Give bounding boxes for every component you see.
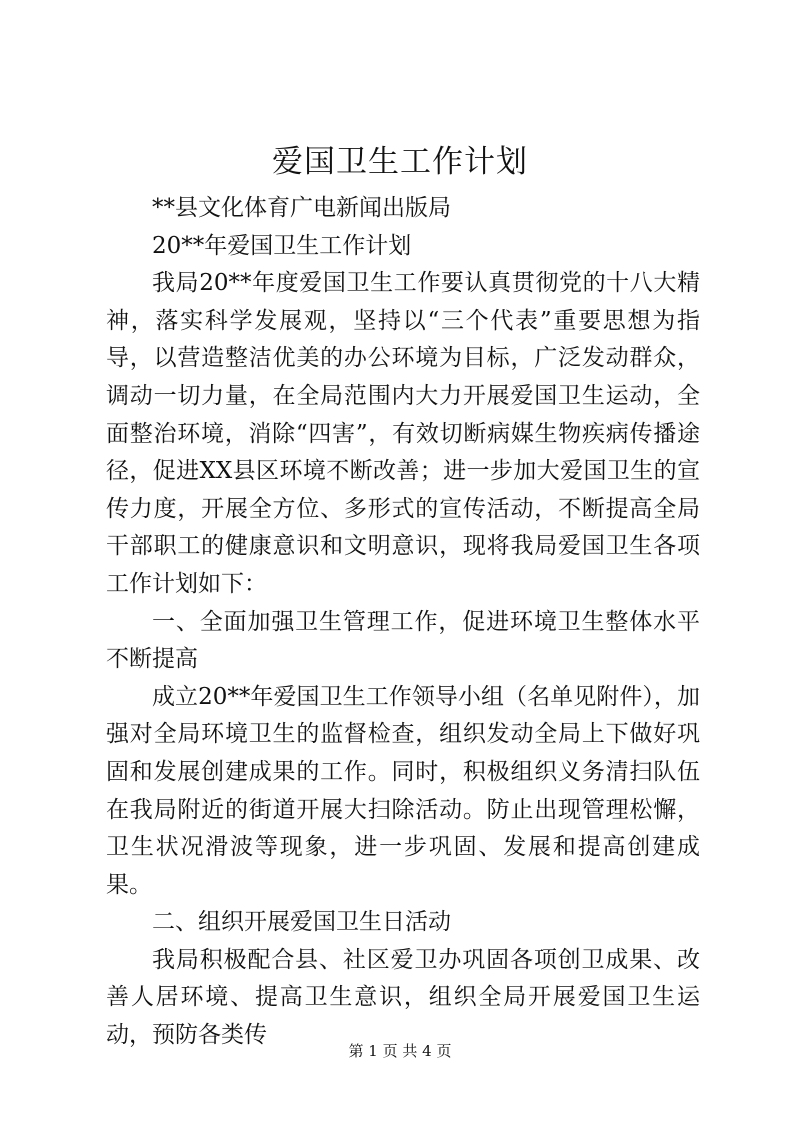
- section-1-paragraph: 成立20**年爱国卫生工作领导小组（名单见附件），加强对全局环境卫生的监督检查，组织发动全局上下做好巩固和发展创建成果的工作。同时，积极组织义务清扫队伍在我局附近的街道开展大扫除活动。防止出现管理松懈，卫生状况滑波等现象，进一步巩固、发展和提高创建成果。: [106, 683, 700, 898]
- section-heading-1: 一、全面加强卫生管理工作，促进环境卫生整体水平不断提高: [106, 608, 700, 673]
- issuer-line: **县文化体育广电新闻出版局: [152, 195, 451, 221]
- intro-paragraph: 我局20**年度爱国卫生工作要认真贯彻党的十八大精神，落实科学发展观，坚持以“三个代表”重要思想为指导，以营造整洁优美的办公环境为目标，广泛发动群众，调动一切力量，在全局范围内大力开展爱国卫生运动，全面整治环境，消除“四害”，有效切断病媒生物疾病传播途径，促进XX县区环境不断改善；进一步加大爱国卫生的宣传力度，开展全方位、多形式的宣传活动，不断提高全局干部职工的健康意识和文明意识，现将我局爱国卫生各项工作计划如下：: [106, 270, 700, 597]
- section-heading-2: 二、组织开展爱国卫生日活动: [152, 909, 451, 936]
- document-title: 爱国卫生工作计划: [272, 144, 528, 180]
- plan-subtitle: 20**年爱国卫生工作计划: [152, 232, 412, 259]
- document-body: [106, 190, 700, 1055]
- page-footer: 第 1 页 共 4 页: [348, 1042, 452, 1060]
- section-2-paragraph: 我局积极配合县、社区爱卫办巩固各项创卫成果、改善人居环境、提高卫生意识，组织全局开展爱国卫生运动，预防各类传: [106, 946, 700, 1049]
